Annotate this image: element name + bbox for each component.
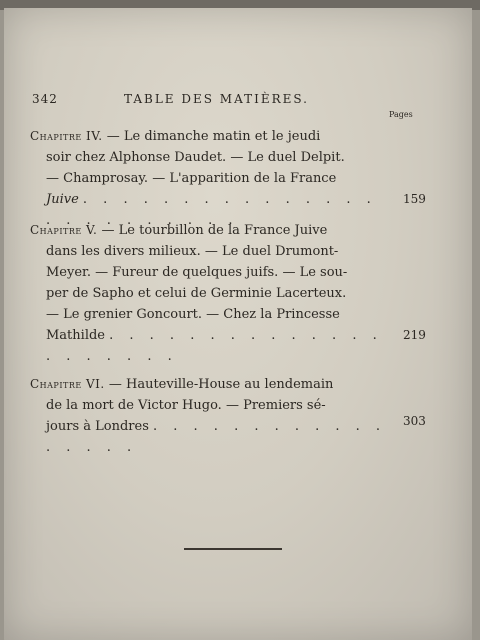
toc-line: per de Sapho et celui de Germinie Lacerteux. [46,286,347,301]
toc-line: Chapitre IV. — Le dimanche matin et le jeudi [30,129,321,144]
chapter-label: Chapitre VI. [30,377,105,391]
pages-column-label: Pages [389,110,413,119]
page-title: TABLE DES MATIÈRES. [124,92,309,106]
chapter-label: Chapitre V. [30,223,98,237]
dot-leaders: . . . . . . . . . . . . . . . . . . . . . . . . . [46,192,377,228]
page-number: 342 [32,92,58,106]
page-ref: 219 [403,328,426,342]
toc-entry-chapter-iv [30,126,390,231]
toc-line: jours à Londres . . . . . . . . . . . . . . . . . [46,419,387,455]
toc-line: Meyer. — Fureur de quelques juifs. — Le sou- [46,265,348,280]
toc-line: Chapitre VI. — Hauteville-House au lendemain [30,377,334,392]
toc-line: — Champrosay. — L'apparition de la France [46,171,337,186]
toc-entry-chapter-vi [30,374,390,458]
toc-line: — Le grenier Goncourt. — Chez la Princesse [46,307,340,322]
toc-line: dans les divers milieux. — Le duel Drumont- [46,244,339,259]
toc-line: Chapitre V. — Le tourbillon de la France Juive [30,223,328,238]
dot-leaders: . . . . . . . . . . . . . . . . . [46,419,387,455]
toc-entry-chapter-v [30,220,390,367]
toc-line: Mathilde . . . . . . . . . . . . . . . . . . . . . [46,328,383,364]
dot-leaders: . . . . . . . . . . . . . . . . . . . . . [46,328,383,364]
toc-line: de la mort de Victor Hugo. — Premiers sé- [46,398,326,413]
page-ref: 159 [403,192,426,206]
toc-line: soir chez Alphonse Daudet. — Le duel Delpit. [46,150,345,165]
toc-line: Juive . . . . . . . . . . . . . . . . . . . . . . . . . [46,192,377,228]
closing-rule [184,548,282,550]
chapter-label: Chapitre IV. [30,129,103,143]
page-ref: 303 [403,414,426,428]
